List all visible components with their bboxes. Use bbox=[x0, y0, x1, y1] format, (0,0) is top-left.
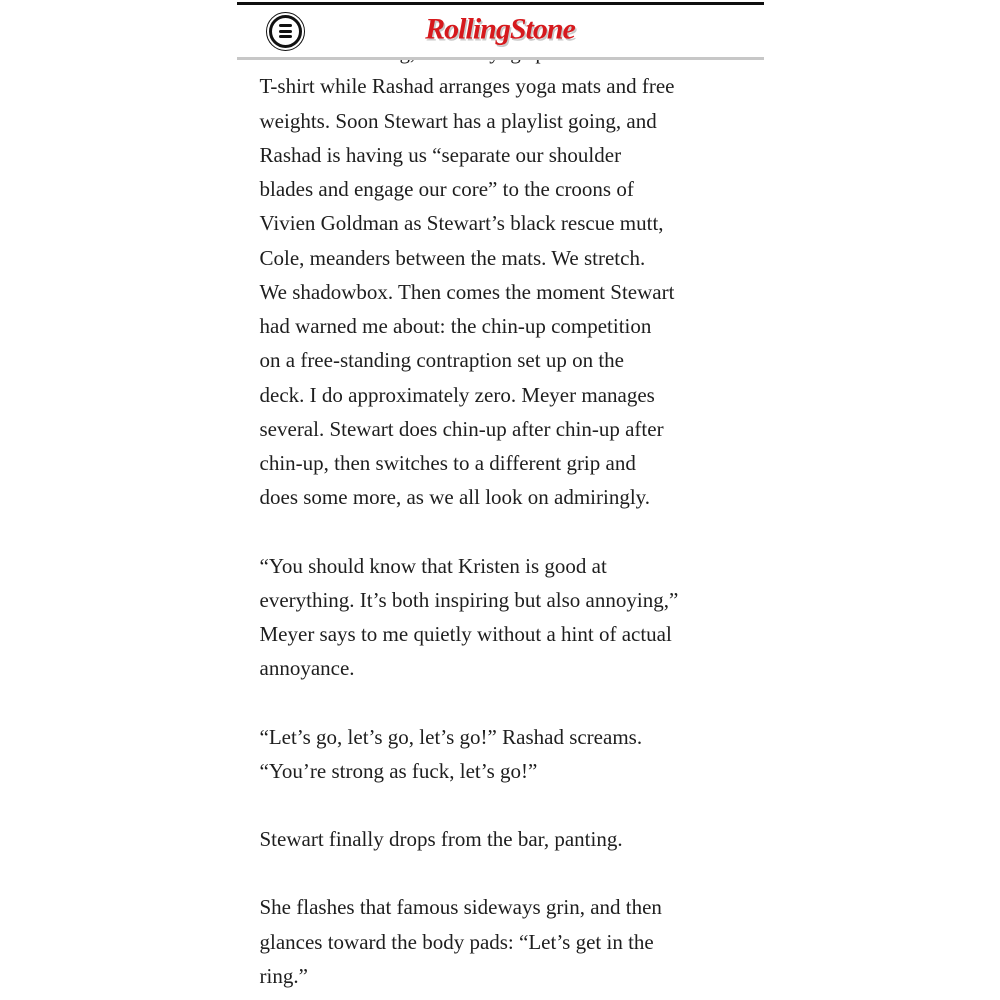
menu-bar-icon bbox=[279, 24, 292, 27]
article-line: chin-up, then switches to a different grip and bbox=[259, 451, 636, 475]
article-line: does some more, as we all look on admiringly. bbox=[259, 485, 651, 510]
article-line: annoyance. bbox=[259, 656, 355, 681]
article-line: ring.” bbox=[259, 963, 308, 988]
article-line: glances toward the body pads: “Let’s get in the bbox=[259, 929, 654, 954]
article-line: Meyer says to me quietly without a hint of actual bbox=[259, 622, 672, 646]
article-body bbox=[260, 69, 741, 993]
rollingstone-logo[interactable]: RollingStone bbox=[425, 12, 575, 46]
article-line: blades and engage our core” to the croons of bbox=[259, 177, 634, 201]
menu-bar-icon bbox=[279, 35, 292, 38]
article-paragraph bbox=[260, 720, 741, 789]
article-line: Stewart finally drops from the bar, panting. bbox=[259, 827, 623, 851]
menu-bar-icon bbox=[279, 30, 292, 33]
article-line: Rashad is having us “separate our shoulder bbox=[259, 142, 622, 167]
article-paragraph bbox=[260, 549, 741, 686]
mobile-viewport bbox=[237, 0, 764, 1000]
article-paragraph bbox=[260, 69, 741, 514]
article-line: “You should know that Kristen is good at bbox=[259, 553, 607, 578]
article-line: She flashes that famous sideways grin, and then bbox=[259, 895, 662, 920]
article-line: “You’re strong as fuck, let’s go!” bbox=[259, 758, 538, 783]
article-line: Vivien Goldman as Stewart’s black rescue mutt, bbox=[259, 211, 664, 236]
header-row bbox=[237, 5, 764, 57]
article bbox=[237, 35, 764, 993]
article-line: on a free-standing contraption set up on the bbox=[259, 348, 624, 373]
article-line: several. Stewart does chin-up after chin-up after bbox=[259, 416, 664, 441]
circled-hamburger-icon bbox=[269, 15, 302, 48]
article-paragraph bbox=[260, 890, 741, 993]
article-line: T-shirt while Rashad arranges yoga mats and free bbox=[259, 74, 675, 99]
article-line: “Let’s go, let’s go, let’s go!” Rashad screams. bbox=[259, 724, 643, 749]
article-line: had warned me about: the chin-up competition bbox=[259, 314, 652, 338]
article-paragraph bbox=[260, 822, 741, 856]
article-line: Cole, meanders between the mats. We stretch. bbox=[259, 245, 646, 270]
article-line: everything. It’s both inspiring but also annoying,” bbox=[259, 587, 679, 612]
article-line: We shadowbox. Then comes the moment Stewart bbox=[259, 279, 675, 304]
site-header bbox=[237, 0, 764, 60]
article-line: weights. Soon Stewart has a playlist going, and bbox=[259, 108, 657, 133]
menu-button[interactable] bbox=[266, 12, 305, 51]
article-line: deck. I do approximately zero. Meyer manages bbox=[259, 382, 655, 407]
